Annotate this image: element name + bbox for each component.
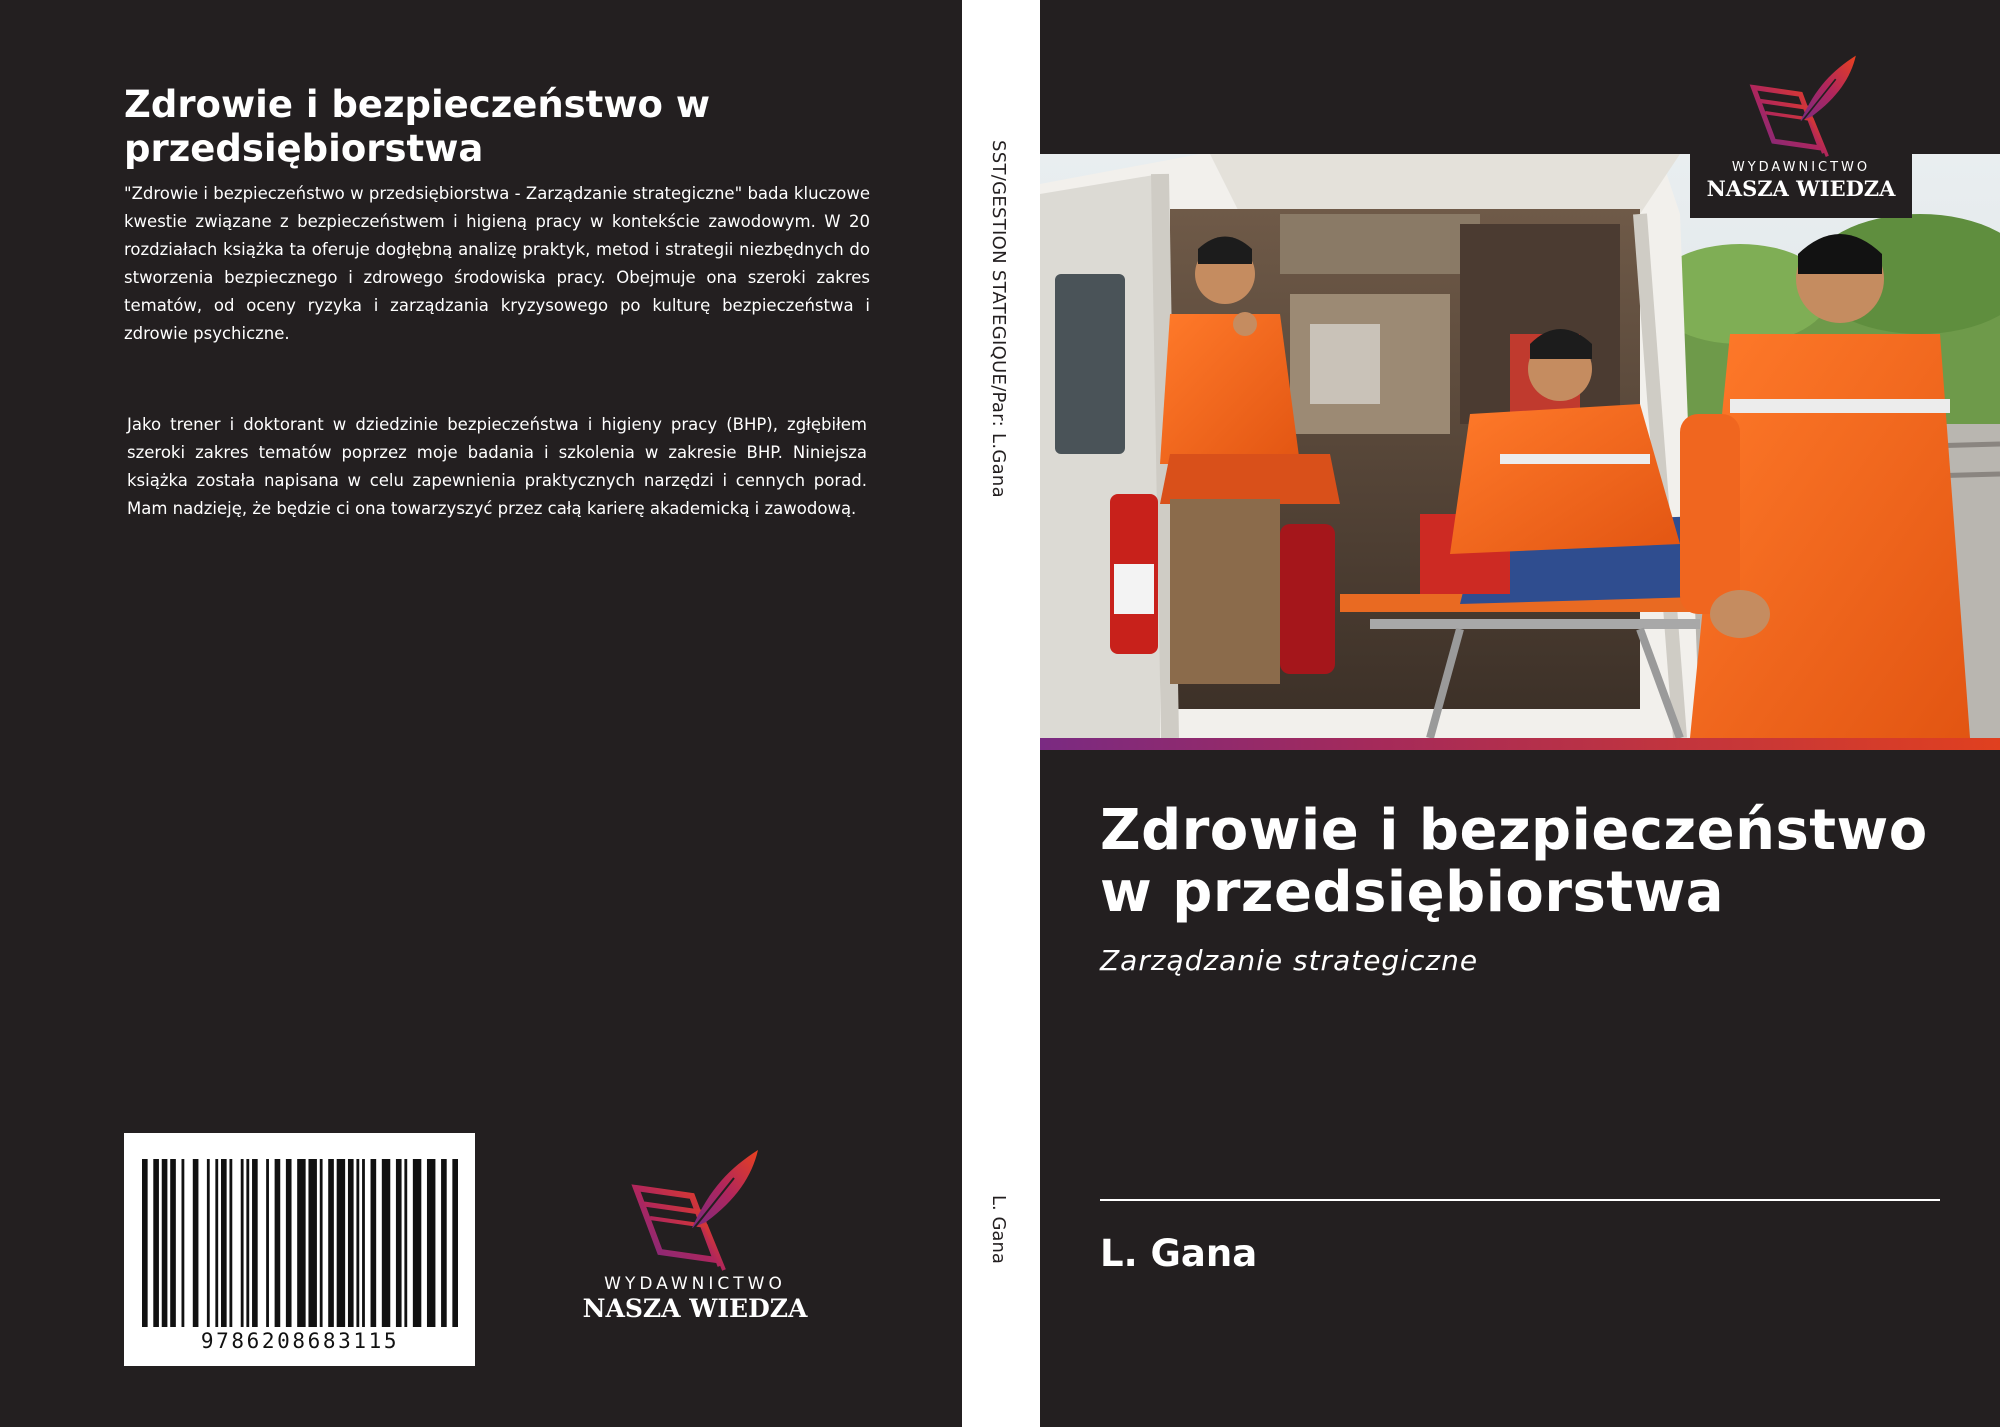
barcode-bar <box>413 1159 421 1327</box>
barcode-bar <box>215 1159 218 1327</box>
author-note: Jako trener i doktorant w dziedzinie bezpieczeństwa i higieny pracy (BHP), zgłębiłem szeroki zakres tematów poprzez moje badania i szkolenia w zakresie BHP. Niniejsza książka została napisana w celu zapewnienia praktycznych narzędzi i cennych porad. Mam nadzieję, że będzie ci ona towarzyszyć przez całą karierę akademicką i zawodową. <box>127 415 867 518</box>
ambulance-paramedics-photo <box>1040 154 2000 738</box>
barcode-bar <box>229 1159 232 1327</box>
front-cover-title: Zdrowie i bezpieczeństwo w przedsiębiorstwa <box>1100 798 1928 925</box>
barcode-bar <box>221 1159 227 1327</box>
barcode-bar <box>337 1159 345 1327</box>
spine <box>962 0 1040 1427</box>
barcode-bar <box>162 1159 168 1327</box>
barcode-bar <box>382 1159 390 1327</box>
barcode-bar <box>328 1159 334 1327</box>
barcode-bar <box>396 1159 402 1327</box>
front-cover-author: L. Gana <box>1100 1232 1258 1275</box>
barcode-icon <box>142 1159 458 1327</box>
barcode-bar <box>297 1159 305 1327</box>
spine-author: L. Gana <box>988 1195 1009 1264</box>
barcode-bar <box>427 1159 435 1327</box>
barcode-bar <box>275 1159 281 1327</box>
barcode-bar <box>266 1159 269 1327</box>
back-cover <box>0 0 962 1427</box>
barcode-bar <box>371 1159 377 1327</box>
back-cover-title: Zdrowie i bezpieczeństwo w przedsiębiorstwa <box>124 83 711 170</box>
barcode-bar <box>193 1159 199 1327</box>
front-cover-subtitle: Zarządzanie strategiczne <box>1100 944 1479 977</box>
publisher-label: WYDAWNICTWO <box>604 1274 786 1294</box>
publisher-name: NASZA WIEDZA <box>1706 176 1896 201</box>
barcode-bar <box>452 1159 458 1327</box>
publisher-logo-front <box>1690 48 1912 218</box>
barcode-bar <box>170 1159 176 1327</box>
barcode-bar <box>246 1159 249 1327</box>
book-description: "Zdrowie i bezpieczeństwo w przedsiębiorstwa - Zarządzanie strategiczne" bada kluczowe kwestie związane z bezpieczeństwem i higieną pracy w kontekście zawodowym. W 20 rozdziałach książka ta oferuje dogłębną analizę praktyk, metod i strategii niezbędnych do stworzenia bezpiecznego i zdrowego środowiska pracy. Obejmuje ona szeroki zakres tematów, od oceny ryzyka i zarządzania kryzysowego po kulturę bezpieczeństwa i zdrowie psychiczne. <box>124 184 870 343</box>
barcode-bar <box>241 1159 244 1327</box>
barcode-bar <box>308 1159 316 1327</box>
book-quill-logo-icon <box>1748 54 1858 158</box>
publisher-label: WYDAWNICTWO <box>1731 160 1871 175</box>
barcode-bar <box>182 1159 185 1327</box>
publisher-name: NASZA WIEDZA <box>582 1294 808 1323</box>
barcode-bar <box>252 1159 258 1327</box>
barcode-bar <box>441 1159 447 1327</box>
front-cover <box>1040 0 2000 1427</box>
barcode-bar <box>362 1159 365 1327</box>
barcode-bar <box>320 1159 323 1327</box>
book-quill-logo-icon <box>630 1148 760 1272</box>
publisher-logo-back <box>575 1140 815 1330</box>
barcode-bar <box>348 1159 354 1327</box>
barcode-bar <box>142 1159 148 1327</box>
barcode-bar <box>356 1159 359 1327</box>
accent-divider-band <box>1040 738 2000 750</box>
barcode-bar <box>404 1159 407 1327</box>
isbn-barcode <box>124 1133 475 1366</box>
spine-series-text: SST/GESTION STATEGIQUE/Par: L.Gana <box>988 140 1009 498</box>
author-divider-rule <box>1100 1199 1940 1201</box>
isbn-number: 9786208683115 <box>200 1329 400 1353</box>
barcode-bar <box>286 1159 292 1327</box>
barcode-bar <box>207 1159 210 1327</box>
barcode-bar <box>153 1159 159 1327</box>
